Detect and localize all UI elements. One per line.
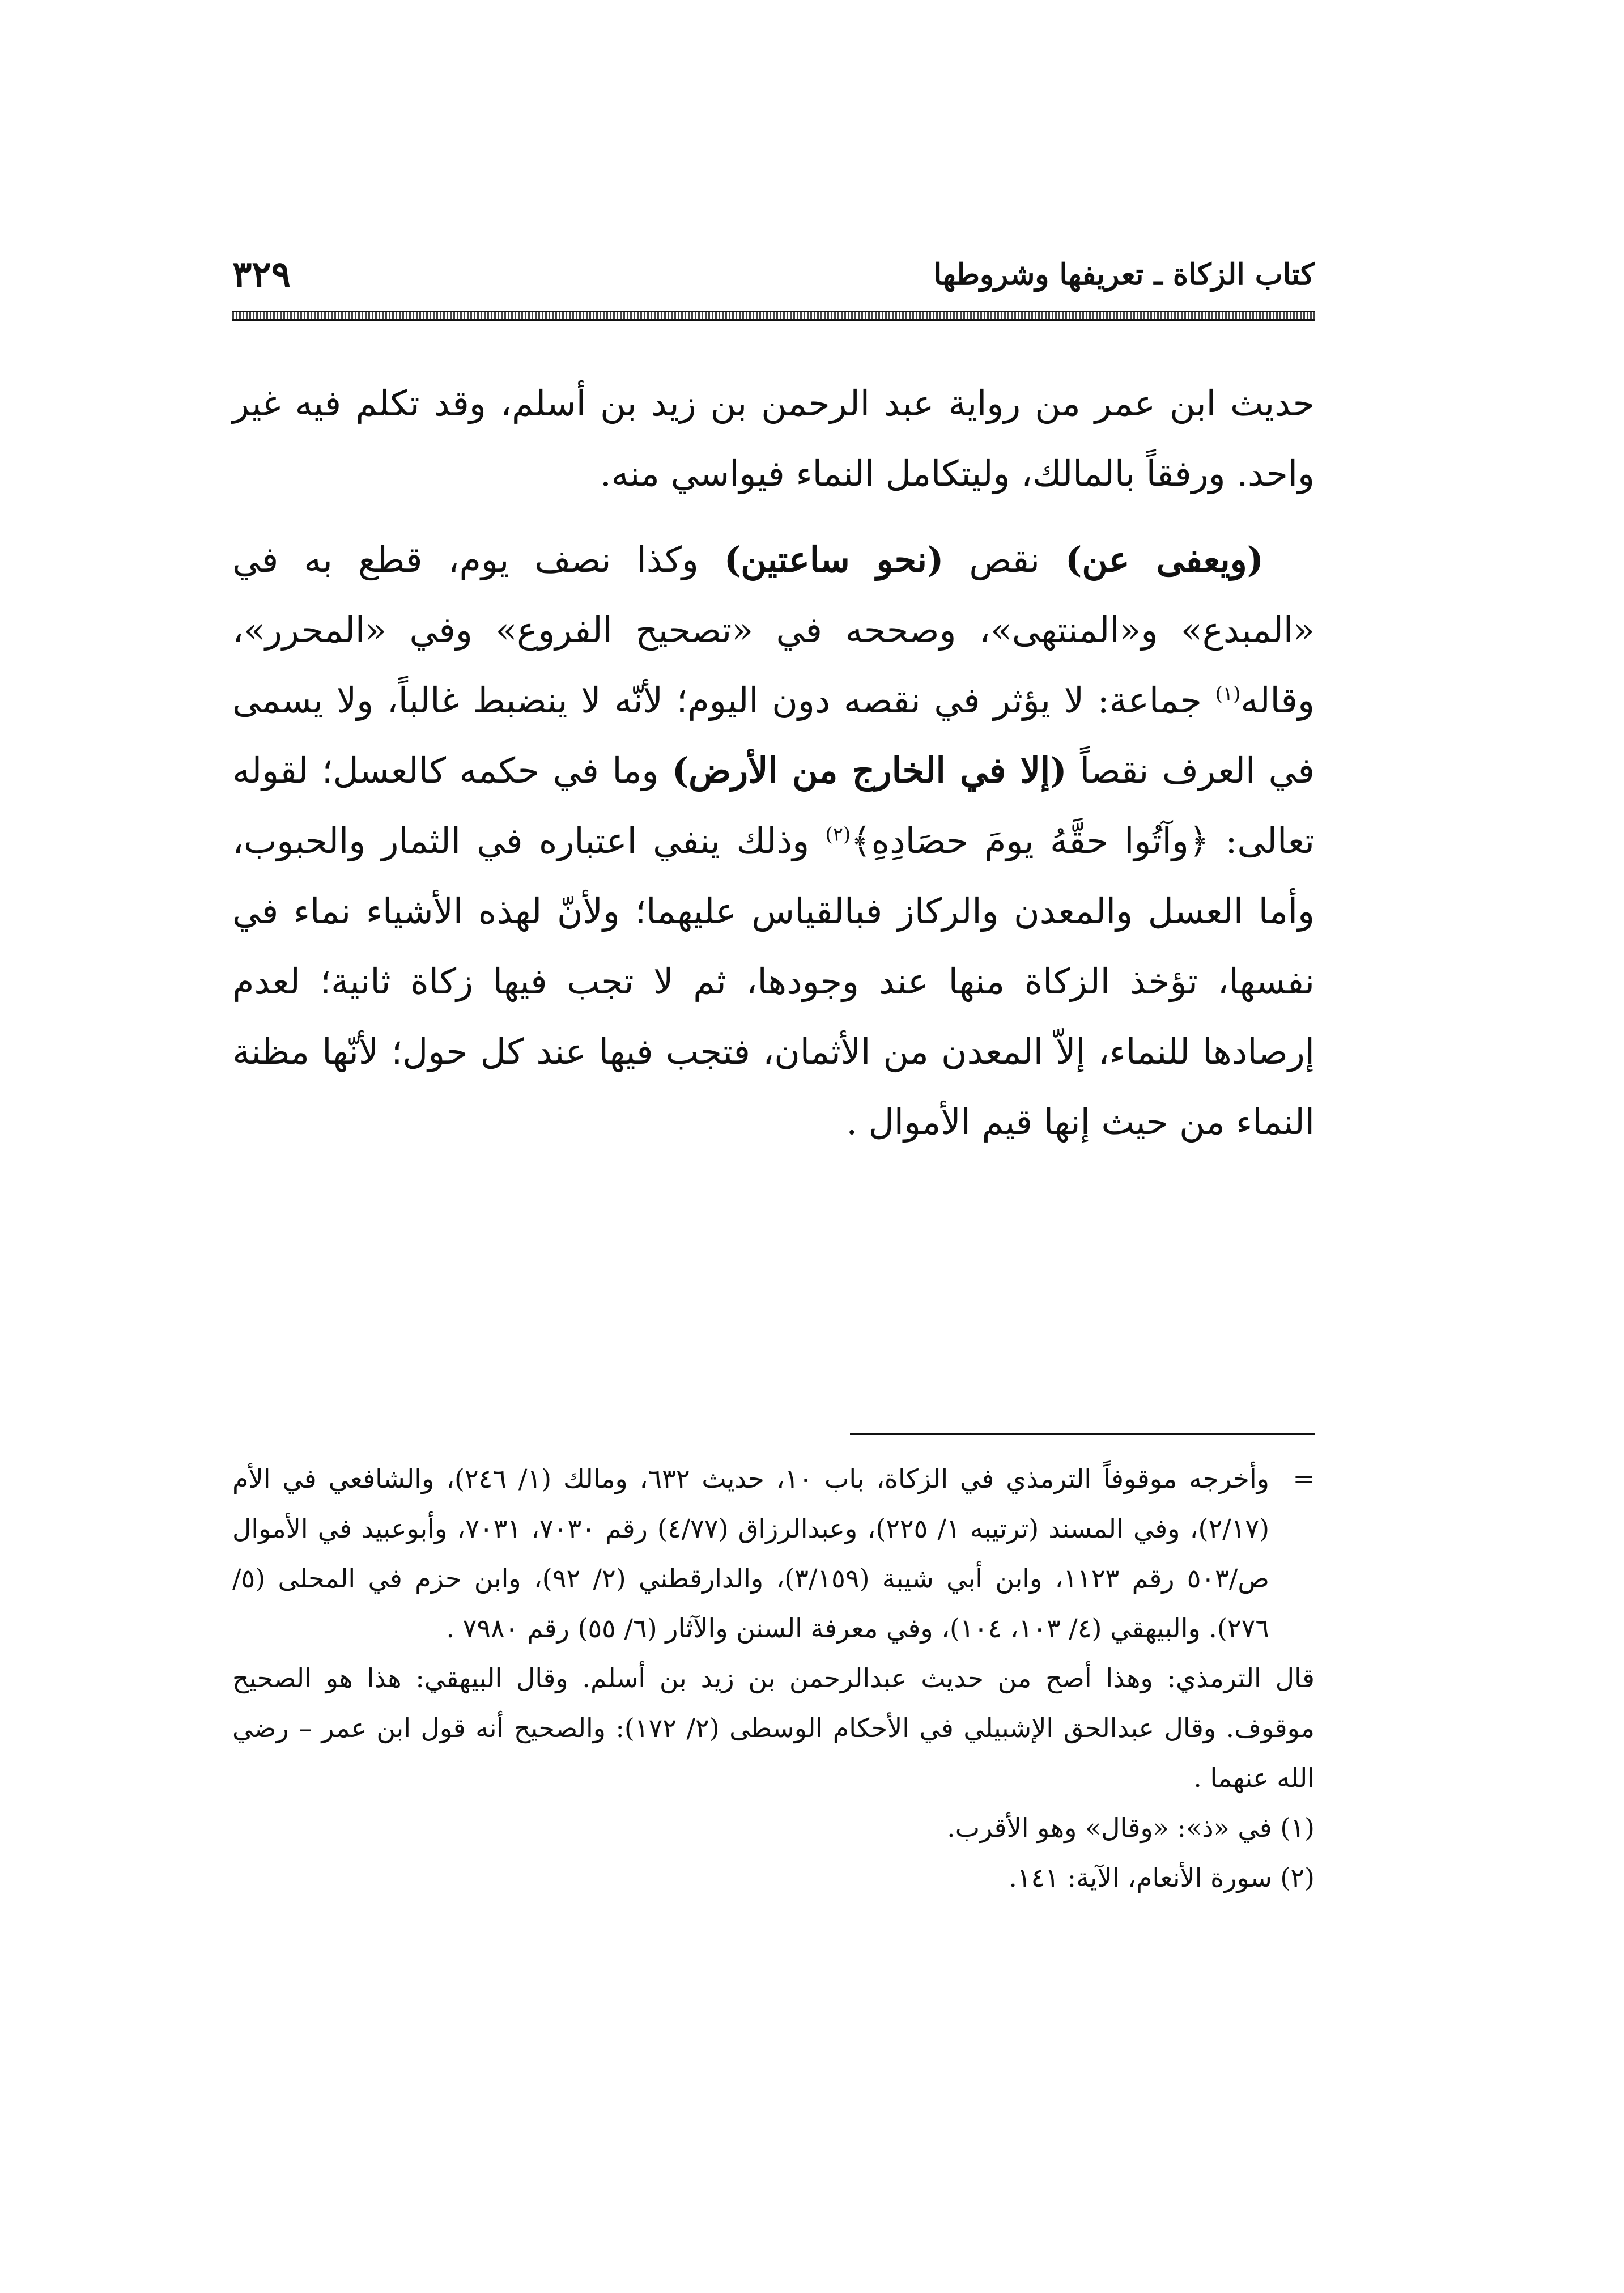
footnote-ref-2[interactable]: (٢)	[825, 823, 851, 846]
footnotes	[232, 1454, 1315, 1903]
footnote-separator	[850, 1433, 1315, 1435]
bold-phrase-1: (ويعفى عن)	[1065, 539, 1264, 580]
paragraph-2	[232, 525, 1315, 1157]
footnote-continuation-2: قال الترمذي: وهذا أصح من حديث عبدالرحمن بن زيد بن أسلم. وقال البيهقي: هذا هو الصحيح موقوف. وقال عبدالحق الإشبيلي في الأحكام الوسطى (٢/ ١٧٢): والصحيح أنه قول ابن عمر – رضي الله عنهما .	[232, 1663, 1315, 1793]
text-run-5: وذلك ينفي اعتباره في الثمار والحبوب، وأما العسل والمعدن والركاز فبالقياس عليهما؛ ولأنّ لهذه الأشياء نماء في نفسها، تؤخذ الزكاة منها عند وجودها، ثم لا تجب فيها زكاة ثانية؛ لعدم إرصادها للنماء، إلاّ المعدن من الأثمان، فتجب فيها عند كل حول؛ لأنّها مظنة النماء من حيث إنها قيم الأموال .	[232, 820, 1315, 1143]
header-rule	[232, 311, 1315, 321]
continuation-mark: =	[1293, 1463, 1315, 1494]
page-header	[232, 249, 1315, 300]
footnote-ref-1[interactable]: (١)	[1215, 682, 1241, 706]
text-run-4: وما في حكمه كالعسل؛ لقوله تعالى: ﴿وآتُوا حقَّهُ يومَ حصَادِهِ﴾	[232, 750, 1315, 861]
footnote-2: (٢) سورة الأنعام، الآية: ١٤١.	[1009, 1862, 1315, 1893]
bold-phrase-3: (إلا في الخارج من الأرض)	[671, 750, 1067, 791]
paragraph-1: حديث ابن عمر من رواية عبد الرحمن بن زيد بن أسلم، وقد تكلم فيه غير واحد. ورفقاً بالمالك، وليتكامل النماء فيواسي منه.	[232, 383, 1315, 494]
running-title: كتاب الزكاة ـ تعريفها وشروطها	[933, 257, 1315, 292]
footnote-continuation	[232, 1454, 1315, 1653]
footnote-1: (١) في «ذ»: «وقال» وهو الأقرب.	[947, 1812, 1315, 1843]
footnote-continuation-text: وأخرجه موقوفاً الترمذي في الزكاة، باب ١٠، حديث ٦٣٢، ومالك (١/ ٢٤٦)، والشافعي في الأم (٢/١٧)، وفي المسند (ترتيبه ١/ ٢٢٥)، وعبدالرزاق (٤/٧٧) رقم ٧٠٣٠، ٧٠٣١، وأبوعبيد في الأموال ص/٥٠٣ رقم ١١٢٣، وابن أبي شيبة (٣/١٥٩)، والدارقطني (٢/ ٩٢)، وابن حزم في المحلى (٥/ ٢٧٦). والبيهقي (٤/ ١٠٣، ١٠٤)، وفي معرفة السنن والآثار (٦/ ٥٥) رقم ٧٩٨٠ .	[232, 1463, 1270, 1644]
text-run-2: وكذا نصف يوم، قطع به في «المبدع» و«المنتهى»، وصححه في «تصحيح الفروع» وفي «المحرر»، وقاله	[232, 539, 1315, 721]
text-run-1: نقص	[943, 539, 1066, 580]
bold-phrase-2: (نحو ساعتين)	[724, 539, 944, 580]
text-run-3: جماعة: لا يؤثر في نقصه دون اليوم؛ لأنّه لا ينضبط غالباً، ولا يسمى في العرف نقصاً	[232, 680, 1315, 791]
main-text	[232, 368, 1315, 1157]
page-number: ٣٢٩	[232, 253, 291, 296]
